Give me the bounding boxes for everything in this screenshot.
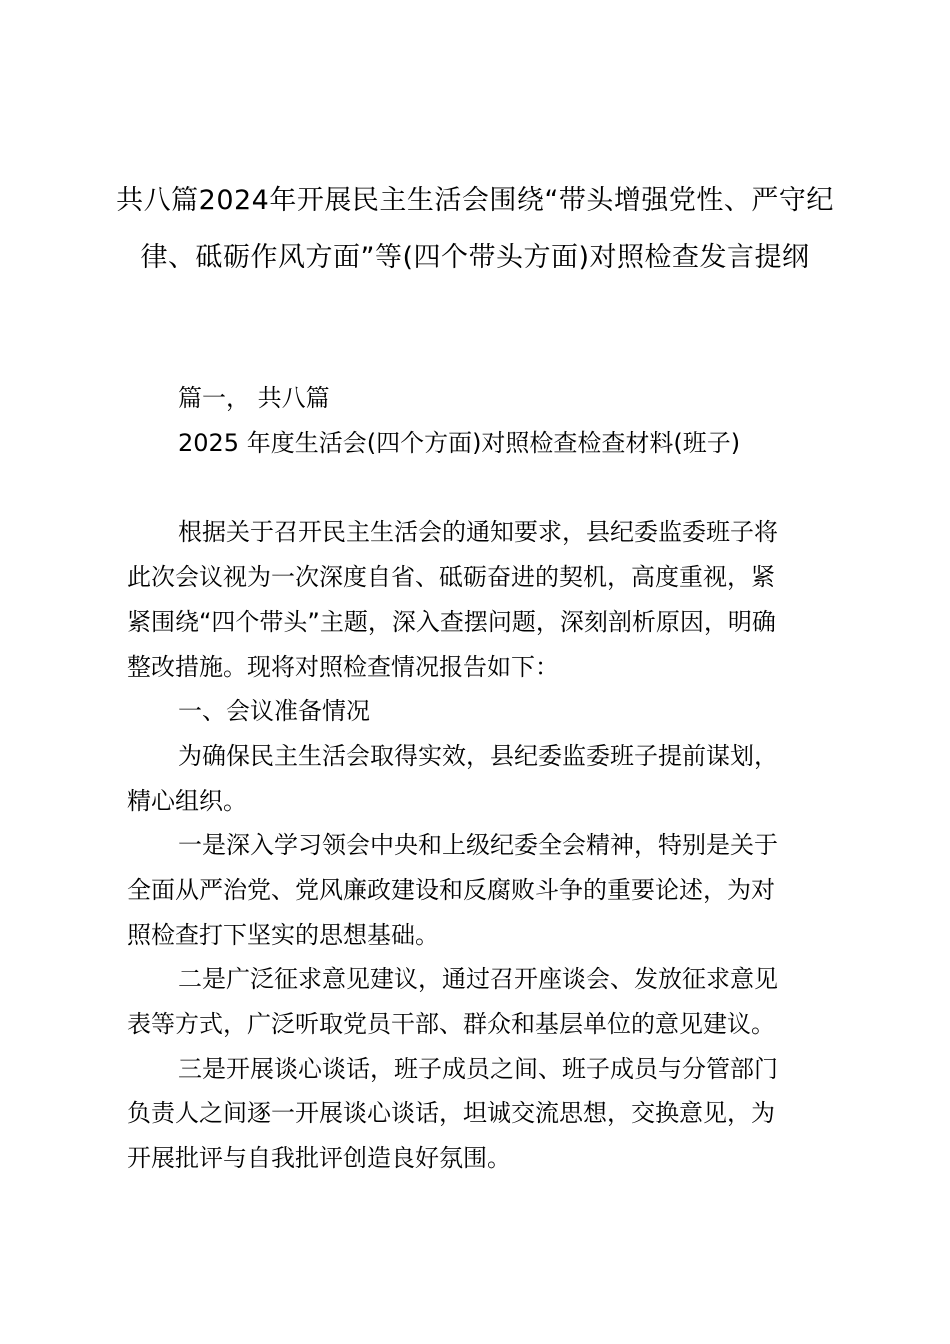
paragraph-line: 负责人之间逐一开展谈心谈话，坦诚交流思想，交换意见，为 [127, 1099, 775, 1127]
paragraph-line: 全面从严治党、党风廉政建设和反腐败斗争的重要论述，为对 [127, 876, 775, 904]
paragraph-line: 整改措施。现将对照检查情况报告如下： [127, 653, 559, 681]
paragraph-line: 一是深入学习领会中央和上级纪委全会精神，特别是关于 [178, 831, 778, 859]
paragraph-line: 紧围绕“四个带头”主题，深入查摆问题，深刻剖析原因，明确 [127, 608, 776, 636]
paragraph-line: 表等方式，广泛听取党员干部、群众和基层单位的意见建议。 [127, 1010, 775, 1038]
document-title: 共八篇2024年开展民主生活会围绕“带头增强党性、严守纪律、砥砺作风方面”等(四个带头方面)对照检查发言提纲 [116, 185, 834, 273]
paragraph-line: 二是广泛征求意见建议，通过召开座谈会、发放征求意见 [178, 965, 778, 993]
paragraph-line: 此次会议视为一次深度自省、砥砺奋进的契机，高度重视，紧 [127, 563, 775, 591]
section-heading: 一、会议准备情况 [178, 697, 370, 725]
paragraph-line: 根据关于召开民主生活会的通知要求，县纪委监委班子将 [178, 518, 778, 546]
paragraph-line: 为确保民主生活会取得实效，县纪委监委班子提前谋划， [178, 742, 778, 770]
chapter-label: 篇一， 共八篇 [178, 384, 330, 412]
paragraph-line: 开展批评与自我批评创造良好氛围。 [127, 1144, 511, 1172]
paragraph-line: 照检查打下坚实的思想基础。 [127, 921, 439, 949]
document-subtitle: 2025 年度生活会(四个方面)对照检查检查材料(班子) [178, 429, 741, 457]
paragraph-line: 精心组织。 [127, 787, 247, 815]
paragraph-line: 三是开展谈心谈话，班子成员之间、班子成员与分管部门 [178, 1055, 778, 1083]
